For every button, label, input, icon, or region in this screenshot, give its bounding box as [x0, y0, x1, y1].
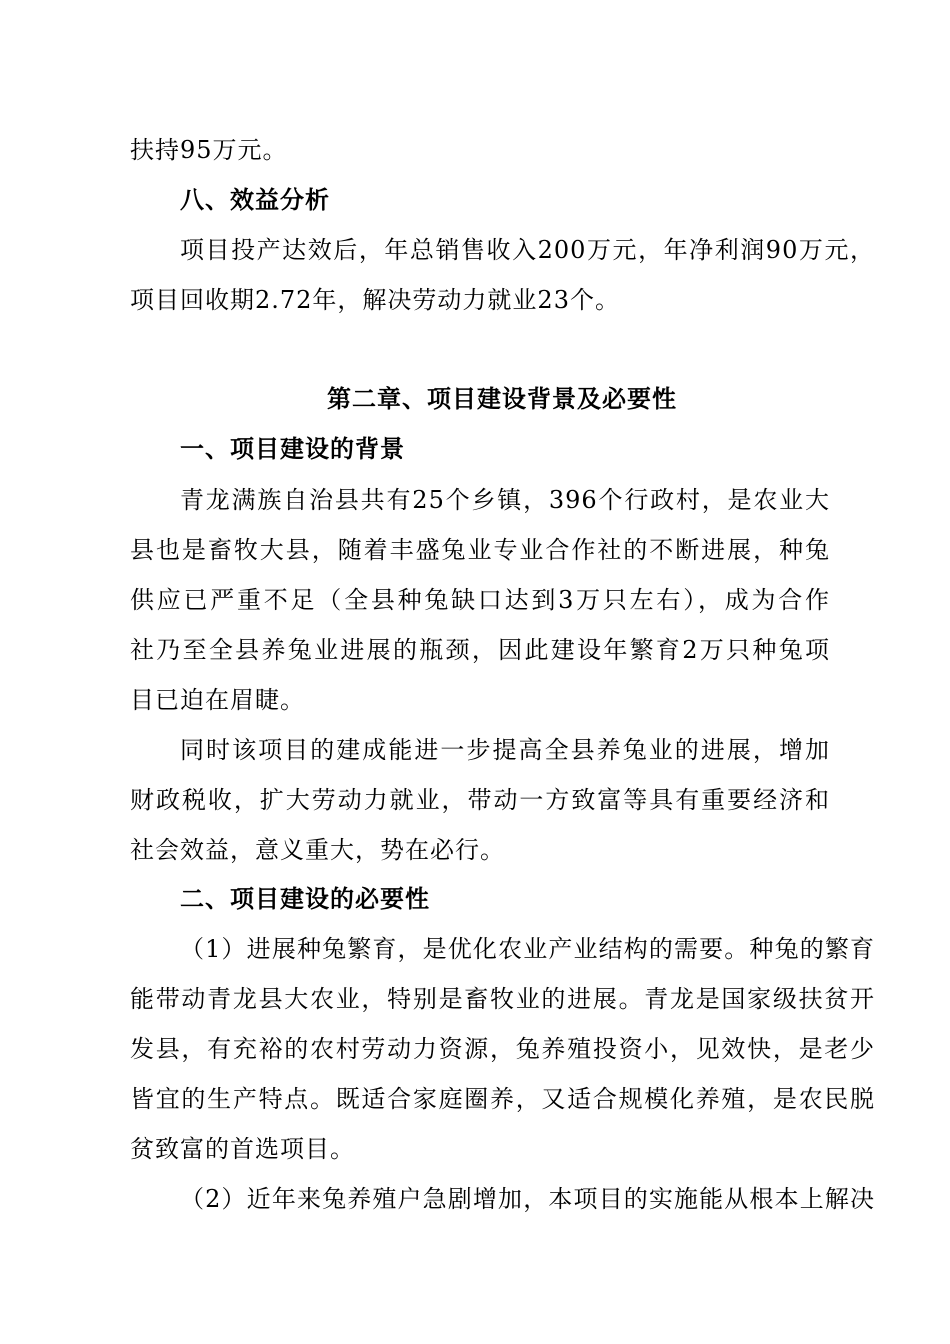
paragraph-line: 贫致富的首选项目。 — [130, 1135, 355, 1163]
paragraph-line: （1）进展种兔繁育，是优化农业产业结构的需要。种兔的繁育 — [180, 935, 875, 963]
paragraph-line: 项目投产达效后，年总销售收入200万元，年净利润90万元， — [180, 236, 875, 264]
paragraph-line: 同时该项目的建成能进一步提高全县养兔业的进展，增加 — [180, 736, 830, 764]
paragraph-line: （2）近年来兔养殖户急剧增加，本项目的实施能从根本上解决 — [180, 1185, 875, 1213]
paragraph-line: 发县，有充裕的农村劳动力资源，兔养殖投资小，见效快，是老少 — [130, 1035, 875, 1063]
paragraph-line: 目已迫在眉睫。 — [130, 686, 305, 714]
paragraph-line: 财政税收，扩大劳动力就业，带动一方致富等具有重要经济和 — [130, 786, 830, 814]
paragraph-line: 青龙满族自治县共有25个乡镇，396个行政村，是农业大 — [180, 486, 830, 514]
paragraph-line: 供应已严重不足（全县种兔缺口达到3万只左右），成为合作 — [130, 586, 830, 614]
section-heading-necessity: 二、项目建设的必要性 — [180, 885, 430, 913]
chapter-title: 第二章、项目建设背景及必要性 — [327, 385, 677, 413]
paragraph-line: 社乃至全县养兔业进展的瓶颈，因此建设年繁育2万只种兔项 — [130, 636, 830, 664]
paragraph-line: 社会效益，意义重大，势在必行。 — [130, 836, 505, 864]
paragraph-line: 皆宜的生产特点。既适合家庭圈养，又适合规模化养殖，是农民脱 — [130, 1085, 875, 1113]
section-heading-background: 一、项目建设的背景 — [180, 435, 405, 463]
text-line-funding: 扶持95万元。 — [130, 136, 288, 164]
paragraph-line: 项目回收期2.72年，解决劳动力就业23个。 — [130, 286, 620, 314]
paragraph-line: 县也是畜牧大县，随着丰盛兔业专业合作社的不断进展，种兔 — [130, 536, 830, 564]
paragraph-line: 能带动青龙县大农业，特别是畜牧业的进展。青龙是国家级扶贫开 — [130, 985, 875, 1013]
section-heading-benefit-analysis: 八、效益分析 — [180, 186, 330, 214]
